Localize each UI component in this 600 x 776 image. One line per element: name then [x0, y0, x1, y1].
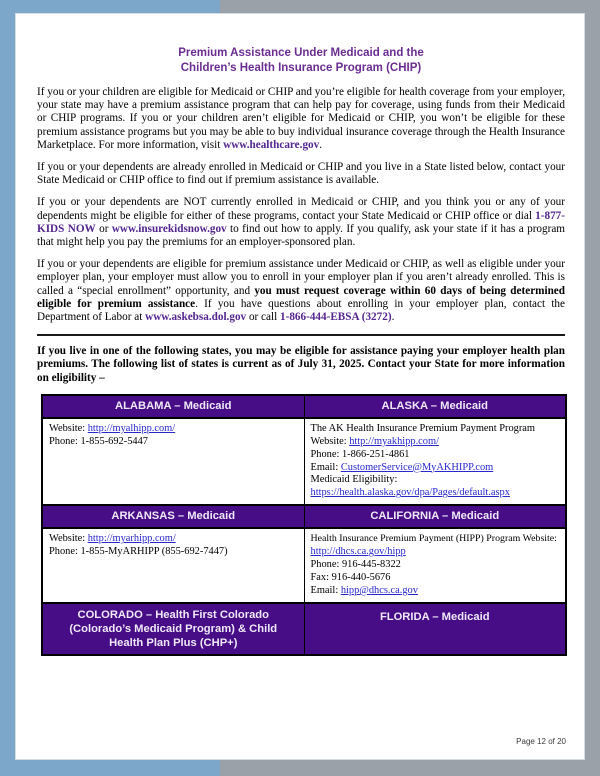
alabama-website-link[interactable]: http://myalhipp.com/	[87, 422, 176, 434]
alaska-website-link[interactable]: http://myakhipp.com/	[349, 435, 439, 447]
askebsa-dol-gov-link[interactable]: www.askebsa.dol.gov	[145, 311, 247, 324]
page-title-line2: Children’s Health Insurance Program (CHIP)	[180, 61, 422, 74]
paragraph-text: If you or your dependents are NOT currently enrolled in Medicaid or CHIP, and you think you or any of your dependents might be eligible for either of these programs, contact your State Medicaid or CHIP office or dial	[37, 196, 565, 222]
website-label: Website:	[49, 422, 88, 434]
state-header-florida: FLORIDA – Medicaid	[304, 603, 566, 655]
california-phone-line: Phone: 916-445-8322	[310, 559, 401, 571]
paragraph-text: or	[95, 222, 112, 235]
alaska-phone-line: Phone: 1-866-251-4861	[310, 448, 410, 460]
state-header-alabama: ALABAMA – Medicaid	[42, 395, 304, 418]
page-title-line1: Premium Assistance Under Medicaid and the	[178, 47, 424, 59]
ebsa-phone: 1-866-444-EBSA (3272)	[280, 311, 392, 324]
paragraph-text: .	[319, 138, 323, 151]
california-email-line	[311, 585, 560, 598]
california-fax-line: Fax: 916-440-5676	[310, 572, 391, 584]
paragraph-text: .	[391, 311, 395, 324]
document-page	[15, 13, 585, 760]
state-cell-california	[304, 528, 566, 603]
california-program-line: Health Insurance Premium Payment (HIPP) Program Website:	[310, 533, 557, 545]
alabama-phone-line: Phone: 1-855-692-5447	[49, 435, 148, 447]
kids-now-phone: 1-877-KIDS NOW	[37, 209, 565, 235]
sixty-day-bold-text: you must request coverage within 60 days of being determined eligible for premium assistance	[37, 284, 565, 310]
website-label: Website:	[49, 533, 88, 545]
paragraph-states-list-intro: If you live in one of the following states, you may be eligible for assistance paying your employer health plan premiums. The following list of states is current as of July 31, 2025. Contact your State for more information on eligibility –	[37, 345, 565, 384]
paragraph-not-enrolled	[37, 196, 565, 249]
page-number-indicator: Page 12 of 20	[516, 737, 566, 746]
arkansas-website-link[interactable]: http://myarhipp.com/	[87, 533, 176, 545]
section-divider	[37, 334, 565, 336]
website-label: Website:	[310, 435, 350, 447]
insurekidsnow-gov-link[interactable]: www.insurekidsnow.gov	[111, 222, 227, 235]
paragraph-text: If you or your dependents are eligible for premium assistance under Medicaid or CHIP, as well as eligible under your employer plan, your employer must allow you to enroll in your employer plan if you aren’t already enrolled. This is called a “special enrollment” opportunity, and	[37, 258, 565, 297]
alaska-eligibility-line	[311, 487, 560, 500]
paragraph-text: . If you have questions about enrolling in your employer plan, contact the Department of Labor at	[37, 297, 565, 324]
alaska-eligibility-link[interactable]: https://health.alaska.gov/dpa/Pages/default.aspx	[310, 487, 510, 499]
state-header-alaska: ALASKA – Medicaid	[304, 395, 566, 418]
alaska-email-link[interactable]: CustomerService@MyAKHIPP.com	[340, 461, 494, 473]
email-label: Email:	[310, 584, 341, 596]
table-header-row-1	[42, 395, 566, 418]
table-header-row-2	[42, 505, 566, 528]
california-email-link[interactable]: hipp@dhcs.ca.gov	[340, 584, 418, 596]
alaska-eligibility-label: Medicaid Eligibility:	[310, 474, 398, 486]
paragraph-text: or call	[246, 311, 280, 324]
california-website-link[interactable]: http://dhcs.ca.gov/hipp	[310, 546, 406, 558]
alaska-website-line	[311, 436, 560, 449]
state-cell-alabama	[42, 418, 304, 505]
arkansas-website-line	[49, 533, 298, 546]
alaska-email-line	[311, 462, 560, 475]
healthcare-gov-link[interactable]: www.healthcare.gov	[223, 138, 320, 151]
paragraph-text: to find out how to apply. If you qualify, ask your state if it has a program that might help you pay the premiums for an employer-sponsored plan.	[37, 222, 566, 249]
state-header-california: CALIFORNIA – Medicaid	[304, 505, 566, 528]
paragraph-already-enrolled: If you or your dependents are already enrolled in Medicaid or CHIP and you live in a State listed below, contact your State Medicaid or CHIP office to find out if premium assistance is available.	[37, 161, 565, 187]
table-header-row-3	[42, 603, 566, 655]
alabama-website-line	[49, 423, 298, 436]
page-title	[37, 46, 565, 75]
table-body-row-2	[42, 528, 566, 603]
paragraph-text: If you or your children are eligible for Medicaid or CHIP and you’re eligible for health coverage from your employer, your state may have a premium assistance program that can help pay for coverage, using funds from their Medicaid or CHIP programs. If you or your children aren’t eligible for Medicaid or CHIP, you won’t be eligible for these premium assistance programs but you may be able to buy individual insurance coverage through the Health Insurance Marketplace. For more information, visit	[37, 86, 565, 151]
states-table	[41, 394, 567, 656]
alaska-program-line: The AK Health Insurance Premium Payment Program	[310, 422, 535, 434]
california-website-line	[311, 546, 560, 559]
state-header-colorado: COLORADO – Health First Colorado (Colorado’s Medicaid Program) & Child Health Plan Plus (CHP+)	[42, 603, 304, 655]
arkansas-phone-line: Phone: 1-855-MyARHIPP (855-692-7447)	[49, 546, 228, 558]
table-body-row-1	[42, 418, 566, 505]
state-header-arkansas: ARKANSAS – Medicaid	[42, 505, 304, 528]
paragraph-premium-assistance	[37, 86, 565, 152]
email-label: Email:	[310, 461, 341, 473]
paragraph-special-enrollment	[37, 258, 565, 324]
state-cell-arkansas	[42, 528, 304, 603]
state-cell-alaska	[304, 418, 566, 505]
